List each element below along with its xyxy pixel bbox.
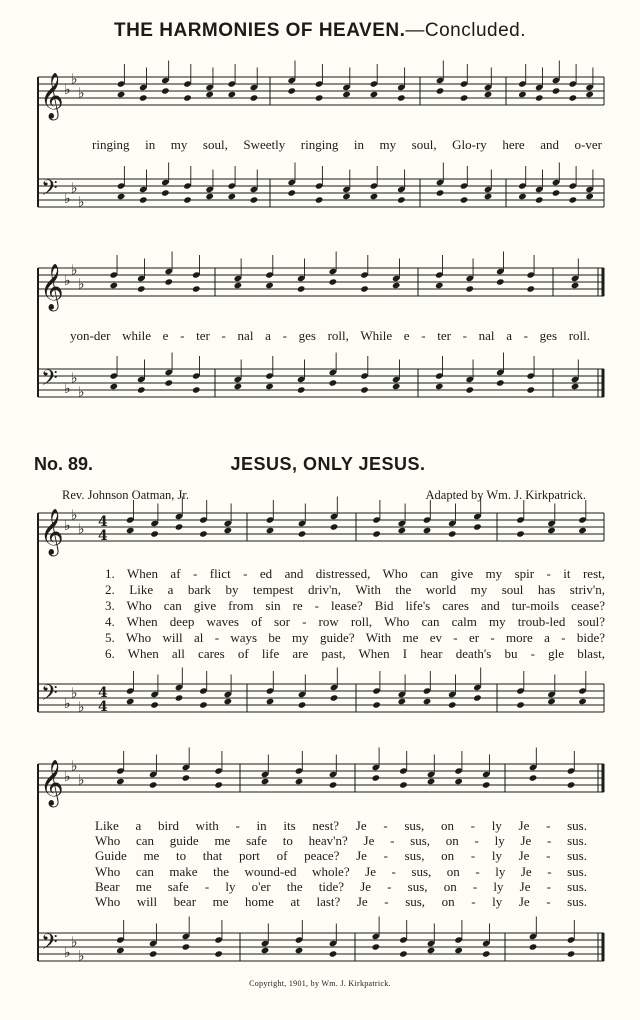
- note-head: [571, 383, 580, 390]
- flat-sign: ♭: [71, 180, 78, 197]
- note-head: [518, 91, 527, 98]
- treble-clef: 𝄞: [40, 264, 64, 310]
- flat-sign: ♭: [64, 769, 71, 785]
- note-head: [182, 943, 191, 950]
- note-head: [126, 698, 135, 705]
- note-head: [427, 947, 436, 954]
- note-head: [535, 196, 544, 203]
- note-head: [175, 523, 184, 530]
- flat-sign: ♭: [71, 507, 78, 524]
- note-head: [567, 950, 576, 957]
- time-signature-top: 4: [98, 514, 108, 530]
- flat-sign: ♭: [64, 945, 71, 961]
- note-head: [535, 94, 544, 101]
- note-head: [224, 698, 233, 705]
- flat-sign: ♭: [78, 384, 85, 401]
- note-head: [454, 947, 463, 954]
- refrain-line: Guide me to that port of peace? Je - sus, on - ly Je - sus.: [95, 848, 587, 864]
- note-head: [423, 698, 432, 705]
- verse-line: 3. Who can give from sin re - lease? Bid life's cares and tur-moils cease?: [105, 598, 605, 613]
- note-head: [397, 94, 406, 101]
- note-head: [329, 781, 338, 788]
- treble-clef: 𝄞: [40, 73, 64, 119]
- note-head: [161, 189, 170, 196]
- title-concluded: —Concluded.: [405, 20, 526, 41]
- note-head: [266, 698, 275, 705]
- flat-sign: ♭: [78, 699, 85, 716]
- note-head: [109, 282, 118, 289]
- flat-sign: ♭: [71, 934, 78, 951]
- note-head: [399, 950, 408, 957]
- note-head: [182, 774, 191, 781]
- note-head: [265, 383, 274, 390]
- note-head: [315, 94, 324, 101]
- note-head: [372, 774, 381, 781]
- note-head: [585, 193, 594, 200]
- flat-sign: ♭: [78, 194, 85, 211]
- treble-clef: 𝄞: [40, 760, 64, 806]
- note-head: [516, 530, 525, 537]
- flat-sign: ♭: [71, 370, 78, 387]
- note-head: [454, 778, 463, 785]
- refrain-line: Like a bird with - in its nest? Je - sus, on - ly Je - sus.: [95, 818, 587, 833]
- note-head: [234, 282, 243, 289]
- note-head: [567, 781, 576, 788]
- note-head: [224, 527, 233, 534]
- note-head: [250, 196, 259, 203]
- verse-line: 2. Like a bark by tempest driv'n, With the world my soul has striv'n,: [105, 582, 605, 597]
- note-head: [484, 91, 493, 98]
- note-head: [287, 87, 296, 94]
- note-head: [465, 386, 474, 393]
- note-head: [372, 701, 381, 708]
- flat-sign: ♭: [78, 521, 85, 538]
- note-head: [183, 196, 192, 203]
- note-head: [585, 91, 594, 98]
- note-head: [250, 94, 259, 101]
- note-head: [473, 523, 482, 530]
- hymn-number: No. 89.: [34, 454, 94, 474]
- flat-sign: ♭: [71, 262, 78, 279]
- note-head: [265, 282, 274, 289]
- note-head: [448, 530, 457, 537]
- note-head: [329, 950, 338, 957]
- note-head: [571, 282, 580, 289]
- note-head: [205, 193, 214, 200]
- title-main: THE HARMONIES OF HEAVEN.: [113, 20, 406, 41]
- note-head: [569, 94, 578, 101]
- note-head: [315, 196, 324, 203]
- author-credit: Rev. Johnson Oatman, Jr.: [62, 488, 189, 502]
- note-head: [117, 193, 126, 200]
- note-head: [261, 947, 270, 954]
- note-head: [496, 278, 505, 285]
- note-head: [392, 282, 401, 289]
- note-head: [484, 193, 493, 200]
- copyright-notice: Copyright, 1901, by Wm. J. Kirkpatrick.: [249, 979, 391, 988]
- note-head: [205, 91, 214, 98]
- note-head: [295, 778, 304, 785]
- note-head: [435, 383, 444, 390]
- note-head: [117, 91, 126, 98]
- note-head: [161, 87, 170, 94]
- note-head: [329, 278, 338, 285]
- note-head: [496, 379, 505, 386]
- note-head: [398, 698, 407, 705]
- bass-clef: 𝄢: [41, 176, 58, 206]
- note-head: [370, 91, 379, 98]
- bass-clef: 𝄢: [41, 366, 58, 396]
- note-head: [126, 527, 135, 534]
- note-head: [427, 778, 436, 785]
- note-head: [287, 189, 296, 196]
- note-head: [330, 694, 339, 701]
- composer-credit: Adapted by Wm. J. Kirkpatrick.: [425, 488, 586, 502]
- flat-sign: ♭: [71, 685, 78, 702]
- hymn-title: JESUS, ONLY JESUS.: [230, 454, 426, 474]
- note-head: [435, 282, 444, 289]
- note-head: [116, 947, 125, 954]
- note-head: [297, 285, 306, 292]
- note-head: [150, 530, 159, 537]
- note-head: [192, 285, 201, 292]
- flat-sign: ♭: [64, 273, 71, 289]
- note-head: [569, 196, 578, 203]
- note-head: [137, 285, 146, 292]
- note-head: [175, 694, 184, 701]
- note-head: [547, 527, 556, 534]
- time-signature-top: 4: [98, 685, 108, 701]
- time-signature-bottom: 4: [98, 528, 108, 544]
- note-head: [266, 527, 275, 534]
- verse-line: 5. Who will al - ways be my guide? With me ev - er - more a - bide?: [105, 630, 605, 645]
- refrain-line: Who can guide me safe to heav'n? Je - sus, on - ly Je - sus.: [95, 833, 587, 849]
- note-head: [149, 950, 158, 957]
- flat-sign: ♭: [78, 948, 85, 965]
- flat-sign: ♭: [64, 518, 71, 534]
- note-head: [399, 781, 408, 788]
- lyrics-system-2: yon-der while e - ter - nal a - ges roll, While e - ter - nal a - ges roll.: [70, 328, 590, 343]
- note-head: [529, 774, 538, 781]
- note-head: [372, 943, 381, 950]
- note-head: [214, 781, 223, 788]
- verse-line: 4. When deep waves of sor - row roll, Who can calm my troub-led soul?: [105, 614, 605, 629]
- note-head: [516, 701, 525, 708]
- flat-sign: ♭: [64, 191, 71, 207]
- note-head: [228, 91, 237, 98]
- note-head: [149, 781, 158, 788]
- refrain-line: Who can make the wound-ed whole? Je - sus, on - ly Je - sus.: [95, 863, 587, 879]
- note-head: [150, 701, 159, 708]
- note-head: [295, 947, 304, 954]
- note-head: [482, 781, 491, 788]
- refrain-line: Bear me safe - ly o'er the tide? Je - sus, on - ly Je - sus.: [95, 878, 587, 894]
- flat-sign: ♭: [78, 772, 85, 789]
- note-head: [460, 196, 469, 203]
- note-head: [398, 527, 407, 534]
- note-head: [465, 285, 474, 292]
- note-head: [448, 701, 457, 708]
- note-head: [552, 189, 561, 196]
- bass-clef: 𝄢: [41, 930, 58, 960]
- note-head: [199, 530, 208, 537]
- note-head: [234, 383, 243, 390]
- refrain-line: Who will bear me home at last? Je - sus, on - ly Je - sus.: [95, 893, 587, 909]
- flat-sign: ♭: [71, 758, 78, 775]
- note-head: [423, 527, 432, 534]
- note-head: [518, 193, 527, 200]
- note-head: [372, 530, 381, 537]
- note-head: [436, 189, 445, 196]
- note-head: [116, 778, 125, 785]
- note-head: [139, 94, 148, 101]
- note-head: [526, 386, 535, 393]
- flat-sign: ♭: [71, 71, 78, 88]
- note-head: [547, 698, 556, 705]
- note-head: [214, 950, 223, 957]
- note-head: [183, 94, 192, 101]
- time-signature-bottom: 4: [98, 699, 108, 715]
- note-head: [529, 943, 538, 950]
- note-head: [578, 698, 587, 705]
- note-head: [436, 87, 445, 94]
- note-head: [526, 285, 535, 292]
- note-head: [578, 527, 587, 534]
- treble-clef: 𝄞: [40, 509, 64, 555]
- note-head: [137, 386, 146, 393]
- bass-clef: 𝄢: [41, 681, 58, 711]
- note-head: [473, 694, 482, 701]
- note-head: [342, 193, 351, 200]
- note-head: [109, 383, 118, 390]
- note-head: [199, 701, 208, 708]
- note-head: [460, 94, 469, 101]
- note-head: [164, 278, 173, 285]
- flat-sign: ♭: [64, 381, 71, 397]
- note-head: [261, 778, 270, 785]
- flat-sign: ♭: [64, 696, 71, 712]
- note-head: [360, 285, 369, 292]
- note-head: [397, 196, 406, 203]
- note-head: [228, 193, 237, 200]
- note-head: [342, 91, 351, 98]
- note-head: [298, 530, 307, 537]
- flat-sign: ♭: [64, 82, 71, 98]
- note-head: [298, 701, 307, 708]
- verse-line: 6. When all cares of life are past, When I hear death's bu - gle blast,: [105, 646, 605, 661]
- lyrics-system-1: ringing in my soul, Sweetly ringing in my soul, Glo-ry here and o-ver: [92, 137, 602, 152]
- note-head: [192, 386, 201, 393]
- note-head: [360, 386, 369, 393]
- flat-sign: ♭: [78, 276, 85, 293]
- note-head: [329, 379, 338, 386]
- flat-sign: ♭: [78, 85, 85, 102]
- note-head: [139, 196, 148, 203]
- note-head: [370, 193, 379, 200]
- note-head: [164, 379, 173, 386]
- note-head: [330, 523, 339, 530]
- note-head: [482, 950, 491, 957]
- note-head: [392, 383, 401, 390]
- verse-line: 1. When af - flict - ed and distressed, Who can give my spir - it rest,: [105, 566, 605, 581]
- note-head: [552, 87, 561, 94]
- note-head: [297, 386, 306, 393]
